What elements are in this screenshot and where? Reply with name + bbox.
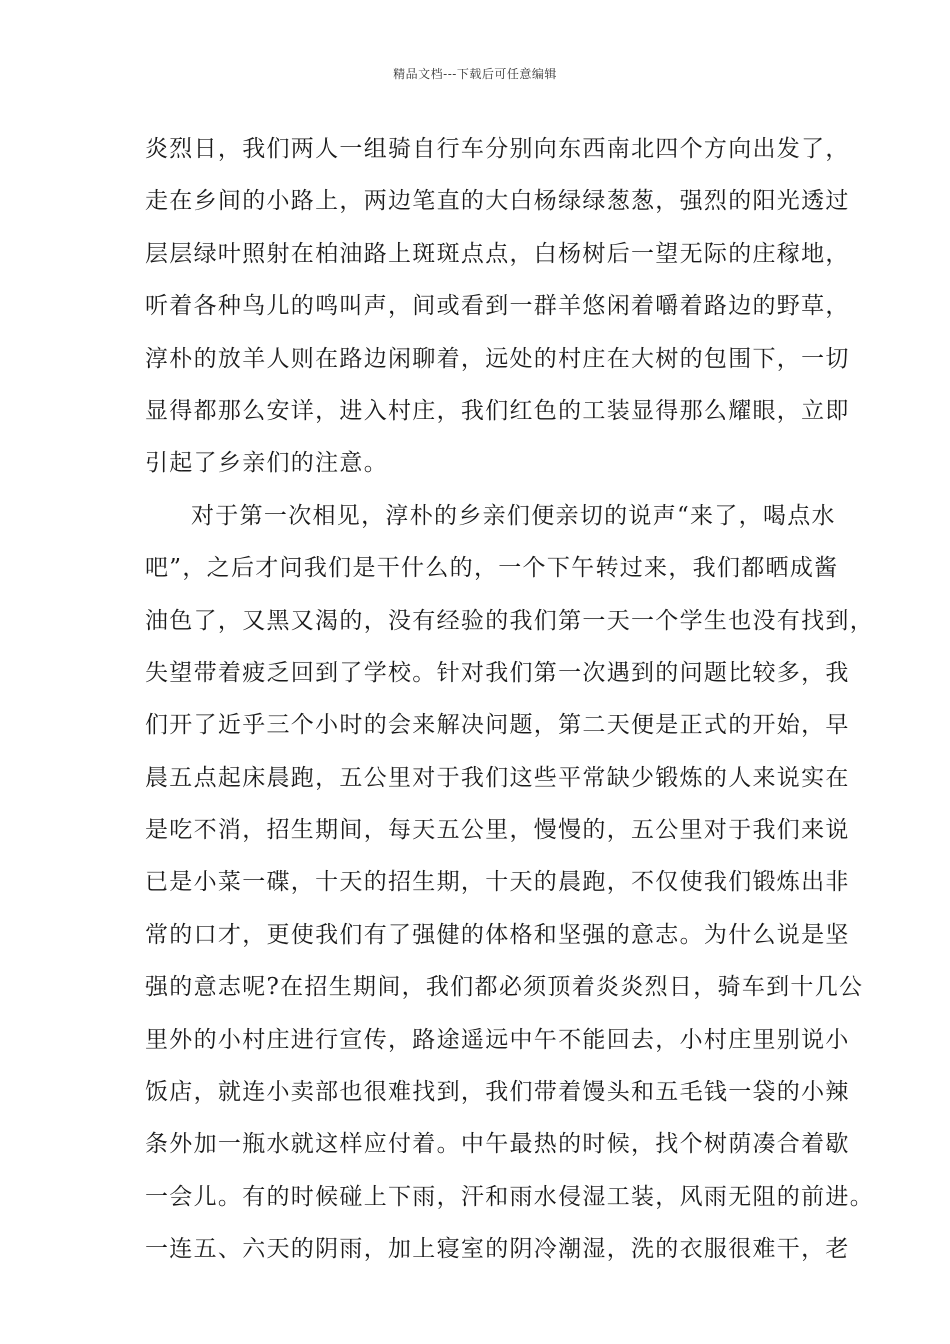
text-line: 一会儿。有的时候碰上下雨，汗和雨水侵湿工装，风雨无阻的前进。 [145, 1183, 874, 1210]
text-line: 是吃不消，招生期间，每天五公里，慢慢的，五公里对于我们来说 [145, 817, 850, 844]
text-line: 层层绿叶照射在柏油路上斑斑点点，白杨树后一望无际的庄稼地， [145, 240, 850, 267]
text-line: 油色了，又黑又渴的，没有经验的我们第一天一个学生也没有找到， [145, 607, 874, 634]
text-line: 吧”，之后才问我们是干什么的，一个下午转过来，我们都晒成酱 [145, 555, 839, 582]
text-line: 条外加一瓶水就这样应付着。中午最热的时候，找个树荫凑合着歇 [145, 1131, 850, 1158]
text-line: 里外的小村庄进行宣传，路途遥远中午不能回去，小村庄里别说小 [145, 1026, 850, 1053]
text-line: 饭店，就连小卖部也很难找到，我们带着馒头和五毛钱一袋的小辣 [145, 1079, 850, 1106]
text-line: 晨五点起床晨跑，五公里对于我们这些平常缺少锻炼的人来说实在 [145, 764, 850, 791]
text-line: 引起了乡亲们的注意。 [145, 450, 388, 477]
document-body [145, 134, 874, 1287]
paragraph-start-line: 对于第一次相见，淳朴的乡亲们便亲切的说声“来了，喝点水 [191, 502, 836, 529]
text-line: 们开了近乎三个小时的会来解决问题，第二天便是正式的开始，早 [145, 712, 850, 739]
text-line: 强的意志呢?在招生期间，我们都必须顶着炎炎烈日，骑车到十几公 [145, 974, 864, 1001]
text-line: 常的口才，更使我们有了强健的体格和坚强的意志。为什么说是坚 [145, 921, 850, 948]
text-line: 显得都那么安详，进入村庄，我们红色的工装显得那么耀眼，立即 [145, 397, 850, 424]
text-line: 淳朴的放羊人则在路边闲聊着，远处的村庄在大树的包围下，一切 [145, 345, 850, 372]
text-line: 走在乡间的小路上，两边笔直的大白杨绿绿葱葱，强烈的阳光透过 [145, 188, 850, 215]
text-line: 失望带着疲乏回到了学校。针对我们第一次遇到的问题比较多，我 [145, 659, 850, 686]
text-line: 听着各种鸟儿的鸣叫声，间或看到一群羊悠闲着嚼着路边的野草， [145, 293, 850, 320]
text-line: 一连五、六天的阴雨，加上寝室的阴冷潮湿，洗的衣服很难干，老 [145, 1236, 850, 1263]
page-header: 精品文档---下载后可任意编辑 [393, 67, 557, 81]
text-line: 炎烈日，我们两人一组骑自行车分别向东西南北四个方向出发了， [145, 136, 850, 162]
text-line: 已是小菜一碟，十天的招生期，十天的晨跑，不仅使我们锻炼出非 [145, 869, 850, 896]
